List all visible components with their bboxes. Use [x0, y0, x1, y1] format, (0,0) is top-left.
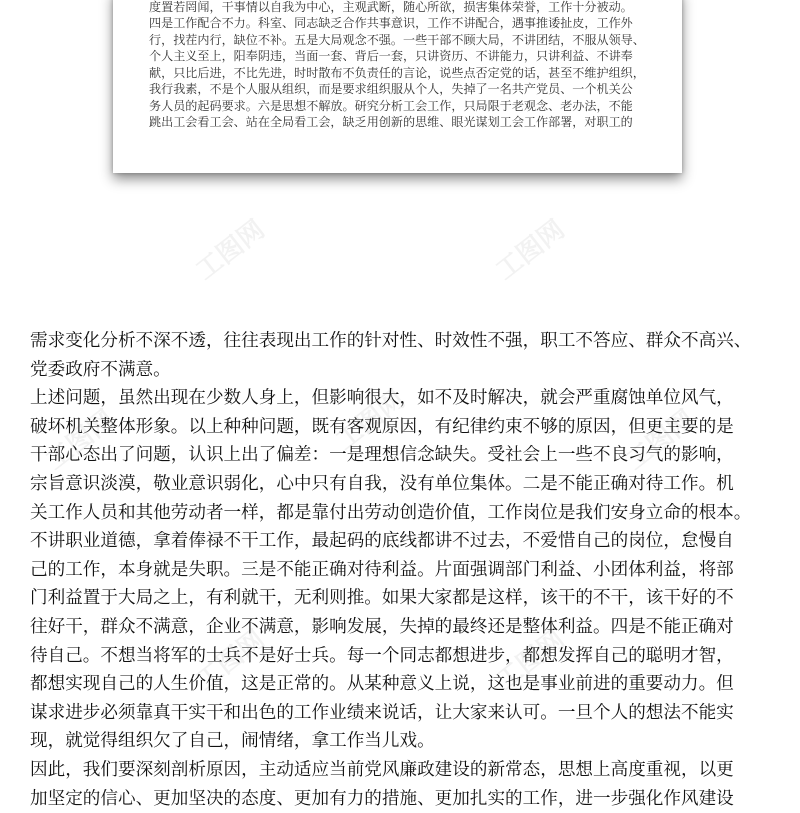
body-line: 宗旨意识淡漠，敬业意识弱化，心中只有自我，没有单位集体。二是不能正确对待工作。机 — [30, 470, 774, 499]
card-line: 跳出工会看工会、站在全局看工会，缺乏用创新的思维、眼光谋划工会工作部署，对职工的 — [149, 114, 649, 131]
body-line: 党委政府不满意。 — [30, 356, 774, 385]
body-line: 加坚定的信心、更加坚决的态度、更加有力的措施、更加扎实的工作，进一步强化作风建设 — [30, 785, 774, 813]
card-text-block — [149, 0, 649, 131]
body-line: 待自己。不想当将军的士兵不是好士兵。每一个同志都想进步，都想发挥自己的聪明才智， — [30, 642, 774, 671]
body-line: 门利益置于大局之上，有利就干，无利则推。如果大家都是这样，该干的不干，该干好的不 — [30, 584, 774, 613]
body-line: 己的工作，本身就是失职。三是不能正确对待利益。片面强调部门利益、小团体利益，将部 — [30, 556, 774, 585]
card-line: 度置若罔闻，干事情以自我为中心，主观武断，随心所欲，损害集体荣誉，工作十分被动。 — [149, 0, 649, 15]
body-line: 干部心态出了问题，认识上出了偏差：一是理想信念缺失。受社会上一些不良习气的影响， — [30, 441, 774, 470]
body-line: 因此，我们要深刻剖析原因，主动适应当前党风廉政建设的新常态，思想上高度重视，以更 — [30, 756, 774, 785]
watermark: 工图网 — [187, 210, 271, 287]
watermark: 工图网 — [487, 620, 571, 697]
body-line: 都想实现自己的人生价值，这是正常的。从某种意义上说，这也是事业前进的重要动力。但 — [30, 670, 774, 699]
document-page-card — [113, 0, 682, 173]
body-line: 破坏机关整体形象。以上种种问题，既有客观原因，有纪律约束不够的原因，但更主要的是 — [30, 413, 774, 442]
watermark: 工图网 — [37, 400, 121, 477]
body-line: 现，就觉得组织欠了自己，闹情绪，拿工作当儿戏。 — [30, 727, 774, 756]
body-line: 往好干，群众不满意，企业不满意，影响发展，失掉的最终还是整体利益。四是不能正确对 — [30, 613, 774, 642]
card-line: 献，只比后进，不比先进，时时散布不负责任的言论，说些点否定党的话，甚至不维护组织， — [149, 65, 649, 82]
watermark: 工图网 — [187, 620, 271, 697]
body-line: 不讲职业道德，拿着俸禄不干工作，最起码的底线都讲不过去，不爱惜自己的岗位，怠慢自 — [30, 527, 774, 556]
body-line: 需求变化分析不深不透，往往表现出工作的针对性、时效性不强，职工不答应、群众不高兴、 — [30, 327, 774, 356]
card-line: 务人员的起码要求。六是思想不解放。研究分析工会工作，只局限于老观念、老办法，不能 — [149, 98, 649, 115]
body-line: 关工作人员和其他劳动者一样，都是靠付出劳动创造价值，工作岗位是我们安身立命的根本。 — [30, 499, 774, 528]
card-line: 我行我素，不是个人服从组织，而是要求组织服从个人，失掉了一名共产党员、一个机关公 — [149, 81, 649, 98]
body-line: 上述问题，虽然出现在少数人身上，但影响很大，如不及时解决，就会严重腐蚀单位风气， — [30, 384, 774, 413]
watermark: 工图网 — [487, 210, 571, 287]
watermark: 工图网 — [617, 400, 701, 477]
body-line: 谋求进步必须靠真干实干和出色的工作业绩来说话，让大家来认可。一旦个人的想法不能实 — [30, 699, 774, 728]
card-line: 行，找茬内行，缺位不补。五是大局观念不强。一些干部不顾大局，不讲团结，不服从领导、 — [149, 32, 649, 49]
body-text-block — [30, 327, 774, 813]
card-line: 个人主义至上，阳奉阴违，当面一套、背后一套，只讲资历、不讲能力，只讲利益、不讲奉 — [149, 48, 649, 65]
card-line: 四是工作配合不力。科室、同志缺乏合作共事意识，工作不讲配合，遇事推诿扯皮，工作外 — [149, 15, 649, 32]
watermark: 工图网 — [327, 380, 411, 457]
